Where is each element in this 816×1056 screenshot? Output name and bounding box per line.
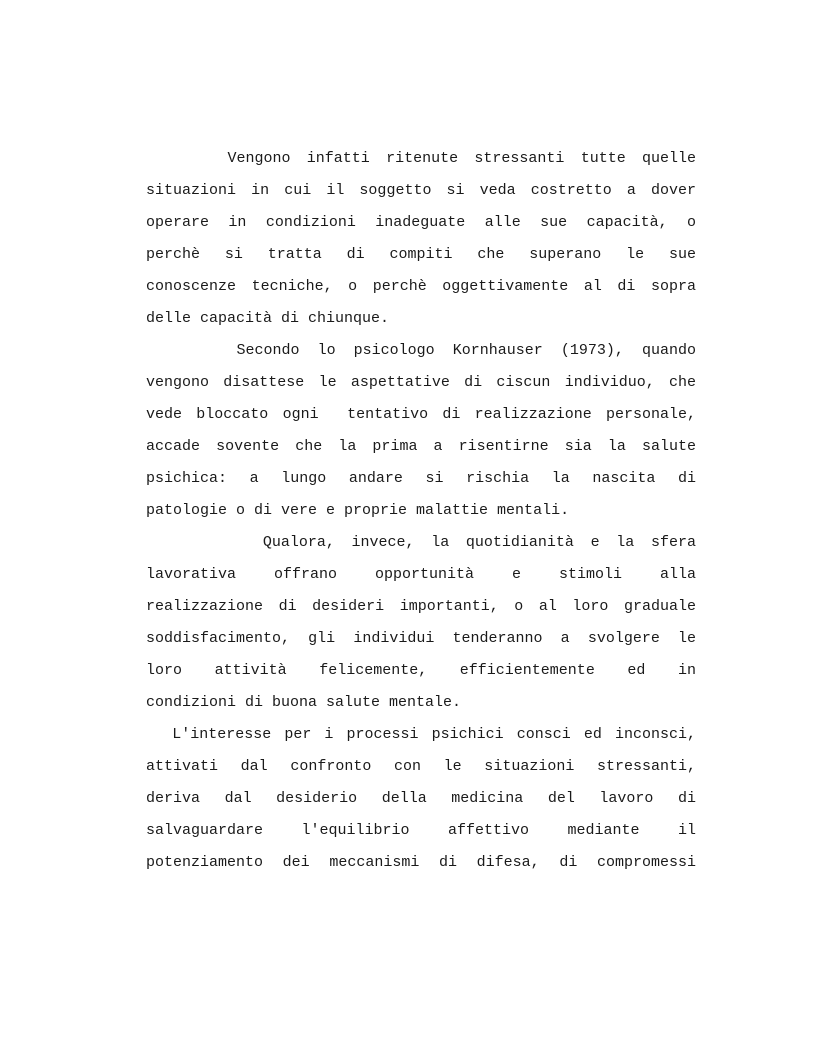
paragraph-3	[146, 527, 696, 719]
text-line: vengono disattese le aspettative di ciscun individuo, che	[146, 374, 696, 391]
text-line: situazioni in cui il soggetto si veda costretto a dover	[146, 182, 696, 199]
text-line: loro attività felicemente, efficientemente ed in	[146, 662, 696, 679]
text-line: patologie o di vere e proprie malattie mentali.	[146, 502, 570, 519]
text-line: operare in condizioni inadeguate alle sue capacità, o	[146, 214, 696, 231]
text-line: psichica: a lungo andare si rischia la nascita di	[146, 470, 696, 487]
document-page	[146, 143, 696, 879]
text-line: conoscenze tecniche, o perchè oggettivamente al di sopra	[146, 278, 696, 295]
text-line: attivati dal confronto con le situazioni stressanti,	[146, 758, 696, 775]
paragraph-2	[146, 335, 696, 527]
text-line: potenziamento dei meccanismi di difesa, di compromessi	[146, 854, 696, 871]
text-line: lavorativa offrano opportunità e stimoli alla	[146, 566, 696, 583]
paragraph-1	[146, 143, 696, 335]
text-line: vede bloccato ogni tentativo di realizzazione personale,	[146, 406, 696, 423]
text-line: Vengono infatti ritenute stressanti tutte quelle	[146, 150, 696, 167]
text-line: L'interesse per i processi psichici consci ed inconsci,	[146, 726, 696, 743]
text-line: delle capacità di chiunque.	[146, 310, 390, 327]
text-line: deriva dal desiderio della medicina del lavoro di	[146, 790, 696, 807]
text-line: soddisfacimento, gli individui tenderanno a svolgere le	[146, 630, 696, 647]
text-line: accade sovente che la prima a risentirne sia la salute	[146, 438, 696, 455]
text-line: salvaguardare l'equilibrio affettivo mediante il	[146, 822, 696, 839]
text-line: condizioni di buona salute mentale.	[146, 694, 462, 711]
text-line: realizzazione di desideri importanti, o al loro graduale	[146, 598, 696, 615]
text-line: Secondo lo psicologo Kornhauser (1973), quando	[146, 342, 696, 359]
paragraph-4	[146, 719, 696, 879]
text-line: Qualora, invece, la quotidianità e la sfera	[146, 534, 696, 551]
text-line: perchè si tratta di compiti che superano le sue	[146, 246, 696, 263]
